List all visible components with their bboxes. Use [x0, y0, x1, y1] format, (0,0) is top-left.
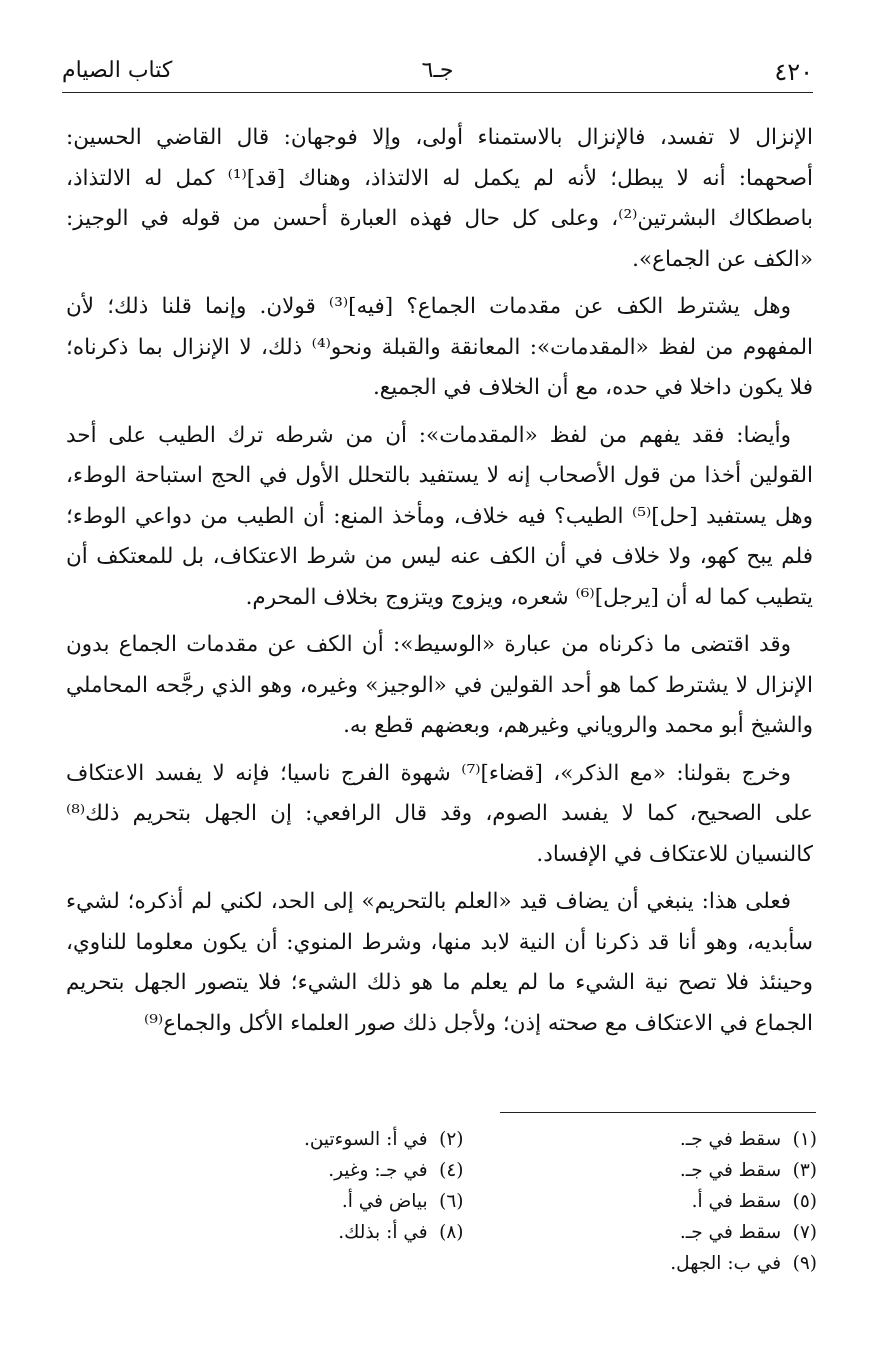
footnote-number: (٩) [792, 1253, 817, 1274]
footnote [504, 1248, 818, 1279]
footnote [150, 1217, 464, 1248]
paragraph: وخرج بقولنا: «مع الذكر»، [قضاء]⁽⁷⁾ شهوة الفرج ناسيا؛ فإنه لا يفسد الاعتكاف على الصحيح، كما لا يفسد الصوم، وقد قال الرافعي: إن الجهل بتحريم ذلك⁽⁸⁾ كالنسيان للاعتكاف في الإفساد. [66, 760, 813, 867]
paragraph: وقد اقتضى ما ذكرناه من عبارة «الوسيط»: أن الكف عن مقدمات الجماع بدون الإنزال لا يشترط كما هو أحد القولين في «الوجيز» وغيره، وهو الذي رجَّحه المحاملي والشيخ أبو محمد والروياني وغيرهم، وبعضهم قطع به. [66, 632, 813, 738]
footnote [150, 1124, 464, 1155]
footnote-text: سقط في جـ. [679, 1129, 782, 1150]
book-title: كتاب الصيام [62, 58, 173, 83]
footnote [504, 1217, 818, 1248]
footnote-number: (١) [792, 1129, 817, 1150]
footnote-text: بياض في أ. [341, 1191, 428, 1212]
paragraph: فعلى هذا: ينبغي أن يضاف قيد «العلم بالتحريم» إلى الحد، لكني لم أذكره؛ لشيء سأبديه، وهو أنا قد ذكرنا أن النية لابد منها، وشرط المنوي: أن يكون معلوما للناوي، وحينئذ فلا تصح نية الشيء ما لم يعلم ما هو ذلك الشيء؛ فلا يتصور الجهل بتحريم الجماع في الاعتكاف مع صحته إذن؛ ولأجل ذلك صور العلماء الأكل والجماع⁽⁹⁾ [66, 889, 813, 1036]
footnote [504, 1186, 818, 1217]
footnotes [150, 1124, 817, 1279]
footnote-number: (٣) [792, 1160, 817, 1181]
footnote-text: سقط في أ. [691, 1191, 782, 1212]
page-header [62, 58, 813, 93]
main-text [66, 118, 813, 1051]
footnote-number: (٥) [792, 1191, 817, 1212]
footnote-text: في أ: السوءتين. [303, 1129, 428, 1150]
paragraph: الإنزال لا تفسد، فالإنزال بالاستمناء أولى، وإلا فوجهان: قال القاضي الحسين: أصحهما: أنه لا يبطل؛ لأنه لم يكمل له الالتذاذ، وهناك [قد]⁽¹⁾ كمل له الالتذاذ، باصطكاك البشرتين⁽²⁾، وعلى كل حال فهذه العبارة أحسن من قوله في الوجيز: «الكف عن الجماع». [66, 125, 813, 272]
footnote-separator [500, 1112, 816, 1113]
footnote [504, 1124, 818, 1155]
footnote-number: (٧) [792, 1222, 817, 1243]
volume-label: جـ٦ [421, 58, 454, 83]
footnote-text: في أ: بذلك. [338, 1222, 428, 1243]
footnote-number: (٨) [439, 1222, 464, 1243]
footnote-number: (٢) [439, 1129, 464, 1150]
footnote-number: (٦) [439, 1191, 464, 1212]
footnote-number: (٤) [439, 1160, 464, 1181]
footnote [150, 1186, 464, 1217]
footnote-text: سقط في جـ. [679, 1160, 782, 1181]
footnote-text: سقط في جـ. [679, 1222, 782, 1243]
paragraph: وهل يشترط الكف عن مقدمات الجماع؟ [فيه]⁽³⁾ قولان. وإنما قلنا ذلك؛ لأن المفهوم من لفظ «المقدمات»: المعانقة والقبلة ونحو⁽⁴⁾ ذلك، لا الإنزال بما ذكرناه؛ فلا يكون داخلا في حده، مع أن الخلاف في الجميع. [66, 294, 814, 400]
footnote [504, 1155, 818, 1186]
paragraph: وأيضا: فقد يفهم من لفظ «المقدمات»: أن من شرطه ترك الطيب على أحد القولين أخذا من قول الأصحاب إنه لا يستفيد بالتحلل الأول في الحج استباحة الوطء، وهل يستفيد [حل]⁽⁵⁾ الطيب؟ فيه خلاف، ومأخذ المنع: أن الطيب من دواعي الوطء؛ فلم يبح كهو، ولا خلاف في أن الكف عنه ليس من شرط الاعتكاف، بل للمعتكف أن يتطيب كما له أن [يرجل]⁽⁶⁾ شعره، ويزوج ويتزوج بخلاف المحرم. [66, 422, 813, 610]
page-number: ٤٢٠ [774, 58, 813, 86]
footnote-text: في جـ: وغير. [328, 1160, 428, 1181]
footnote [150, 1155, 464, 1186]
footnote-text: في ب: الجهل. [670, 1253, 782, 1274]
